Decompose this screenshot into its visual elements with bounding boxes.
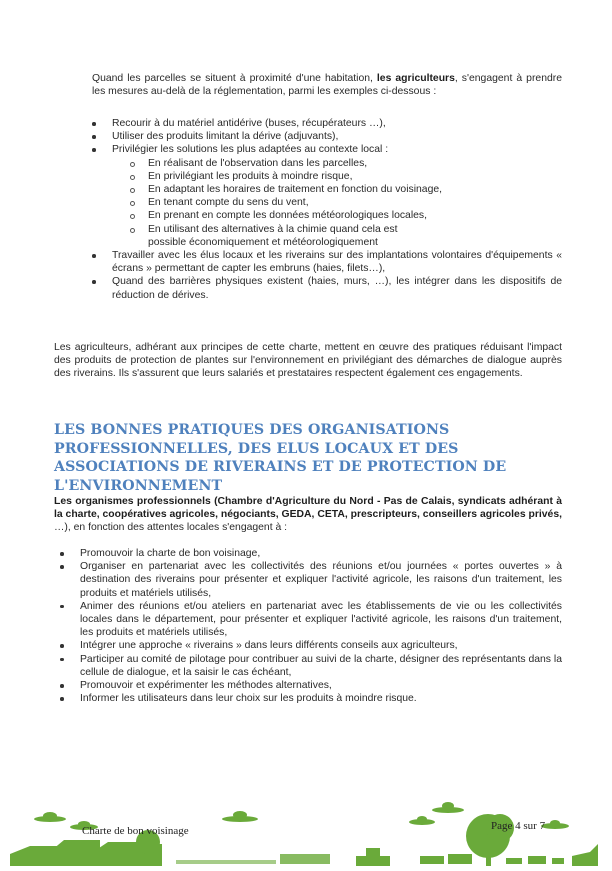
list-item: Travailler avec les élus locaux et les riverains sur des implantations volontaires d'équipements « écrans » permettant de capter les embruns (haies, filets…), <box>80 249 562 275</box>
sub-list-item: En privilégiant les produits à moindre risque, <box>80 170 562 183</box>
sub-list-item: En adaptant les horaires de traitement en fonction du voisinage, <box>80 183 562 196</box>
organisations-intro-bold: Les organismes professionnels (Chambre d'Agriculture du Nord - Pas de Calais, syndicats adhérant à la charte, coopératives agricoles, négociants, GEDA, CETA, prescripteurs, conseillers agricoles privés, <box>54 496 562 521</box>
list-item: Promouvoir et expérimenter les méthodes alternatives, <box>48 679 562 692</box>
list-item: Quand des barrières physiques existent (haies, murs, …), les intégrer dans les dispositifs de réduction de dérives. <box>80 275 562 301</box>
intro-bold-text: les agriculteurs <box>376 73 455 84</box>
sub-list-item: En réalisant de l'observation dans les parcelles, <box>80 157 562 170</box>
section-heading: LES BONNES PRATIQUES DES ORGANISATIONS PROFESSIONNELLES, DES ELUS LOCAUX ET DES ASSOCIATIONS DE RIVERAINS ET DE PROTECTION DE L'ENVIRONNEMENT <box>54 422 507 494</box>
list-item: Organiser en partenariat avec les collectivités des réunions et/ou journées « portes ouvertes » à destination des riverains pour présenter et expliquer l'activité agricole, les raisons d'un traitement, les produits et matériels utilisés, <box>48 560 562 600</box>
list-item <box>80 143 562 249</box>
list-item: Promouvoir la charte de bon voisinage, <box>48 547 562 560</box>
local-solutions-list <box>80 157 562 249</box>
footer-page-number: Page 4 sur 7 <box>491 820 546 832</box>
list-item: Animer des réunions et/ou ateliers en partenariat avec les établissements de vie ou les collectivités locales dans le département, pour présenter et expliquer l'activité agricole, les raisons d'un traitement, les produits et matériels utilisés, <box>48 600 562 640</box>
list-item-text: Privilégier les solutions les plus adaptées au contexte local : <box>112 144 389 156</box>
list-item: Recourir à du matériel antidérive (buses, récupérateurs …), <box>80 117 562 130</box>
farmer-measures-list <box>80 117 562 302</box>
sub-list-item: En utilisant des alternatives à la chimie quand cela est possible économiquement et météorologiquement <box>80 223 562 249</box>
list-item: Intégrer une approche « riverains » dans leurs différents conseils aux agriculteurs, <box>48 639 562 652</box>
footer-document-title: Charte de bon voisinage <box>82 825 189 837</box>
organisation-commitments-list <box>48 547 562 705</box>
sub-list-item: En tenant compte du sens du vent, <box>80 196 562 209</box>
list-item: Informer les utilisateurs dans leur choix sur les produits à moindre risque. <box>48 692 562 705</box>
intro-text-end: , s'engagent à prendre les mesures au-delà de la réglementation, parmi les exemples ci-dessous : <box>92 73 562 98</box>
farmers-summary-paragraph: Les agriculteurs, adhérant aux principes de cette charte, mettent en œuvre des pratiques réduisant l'impact des produits de protection de plantes sur l'environnement en privilégiant des démarches de dialogue auprès des riverains. Ils s'assurent que leurs salariés et prestataires respectent également ces engagements. <box>54 342 562 380</box>
list-item: Utiliser des produits limitant la dérive (adjuvants), <box>80 130 562 143</box>
intro-text: Quand les parcelles se situent à proximité d'une habitation, <box>92 73 377 84</box>
sub-list-item: En prenant en compte les données météorologiques locales, <box>80 209 562 222</box>
organisations-intro-rest: …), en fonction des attentes locales s'engagent à : <box>54 522 288 534</box>
list-item: Participer au comité de pilotage pour contribuer au suivi de la charte, désigner des représentants dans la cellule de dialogue, et la saisir le cas échéant, <box>48 653 562 679</box>
intro-paragraph <box>92 72 562 98</box>
organisations-intro-paragraph <box>54 495 562 535</box>
